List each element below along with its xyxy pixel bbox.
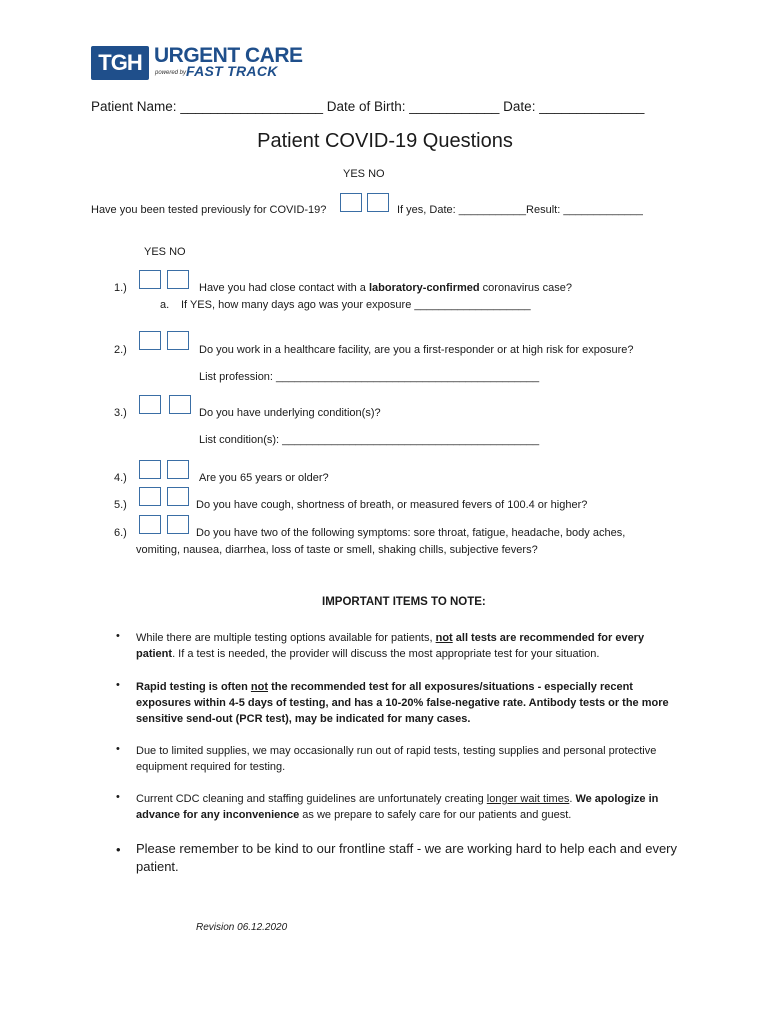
q1-yes-checkbox[interactable]: [139, 270, 161, 289]
date-label: Date:: [503, 99, 536, 114]
question-4-text: Are you 65 years or older?: [199, 472, 329, 484]
question-5-text: Do you have cough, shortness of breath, or measured fevers of 100.4 or higher?: [196, 499, 588, 511]
page-title: Patient COVID-19 Questions: [257, 130, 513, 152]
bullet-1-marker: •: [116, 630, 120, 642]
tgh-logo-badge: TGH: [91, 46, 149, 80]
logo-subtitle: FAST TRACK: [186, 63, 278, 79]
q2-no-checkbox[interactable]: [167, 331, 189, 350]
question-6-text: Do you have two of the following symptoms: sore throat, fatigue, headache, body aches,: [196, 527, 626, 539]
q2-yes-checkbox[interactable]: [139, 331, 161, 350]
q4-yes-checkbox[interactable]: [139, 460, 161, 479]
question-3-number: 3.): [114, 407, 127, 419]
revision-footer: Revision 06.12.2020: [196, 922, 288, 933]
question-1-number: 1.): [114, 282, 127, 294]
question-1-sub-text[interactable]: If YES, how many days ago was your exposure ___________________: [181, 299, 531, 311]
q5-yes-checkbox[interactable]: [139, 487, 161, 506]
tested-yes-checkbox[interactable]: [340, 193, 362, 212]
important-item-1: While there are multiple testing options available for patients, not all tests are recommended for every patient. If a test is needed, the provider will discuss the most appropriate test for your situation.: [136, 632, 645, 660]
yes-no-header-top: YES NO: [343, 168, 385, 180]
question-1-sub-label: a.: [160, 299, 170, 311]
important-item-5: Please remember to be kind to our frontline staff - we are working hard to help each and every patient.: [136, 841, 677, 874]
dob-field[interactable]: ____________: [409, 99, 500, 114]
question-4-number: 4.): [114, 472, 127, 484]
q6-yes-checkbox[interactable]: [139, 515, 161, 534]
question-6-text-continued: vomiting, nausea, diarrhea, loss of taste or smell, shaking chills, subjective fevers?: [136, 544, 538, 556]
question-2-number: 2.): [114, 344, 127, 356]
question-2-sub-text[interactable]: List profession: ___________________________________________: [199, 371, 540, 383]
q4-no-checkbox[interactable]: [167, 460, 189, 479]
bullet-5-marker: •: [116, 842, 121, 857]
q5-no-checkbox[interactable]: [167, 487, 189, 506]
question-6-number: 6.): [114, 527, 127, 539]
tested-no-checkbox[interactable]: [367, 193, 389, 212]
q3-no-checkbox[interactable]: [169, 395, 191, 414]
question-5-number: 5.): [114, 499, 127, 511]
patient-info-line: [91, 99, 644, 114]
important-item-2: Rapid testing is often not the recommended test for all exposures/situations - especially recent exposures within 4-5 days of testing, and has a 10-20% false-negative rate. Antibody tests or the more sensitive send-out (PCR test), may be indicated for many cases.: [136, 681, 669, 725]
question-1-text: Have you had close contact with a laboratory-confirmed coronavirus case?: [199, 282, 572, 294]
question-3-text: Do you have underlying condition(s)?: [199, 407, 381, 419]
patient-name-field[interactable]: ___________________: [180, 99, 323, 114]
bullet-2-marker: •: [116, 679, 120, 691]
q6-no-checkbox[interactable]: [167, 515, 189, 534]
q1-no-checkbox[interactable]: [167, 270, 189, 289]
yes-no-header-list: YES NO: [144, 246, 186, 258]
logo-title: URGENT CARE: [154, 44, 303, 67]
bullet-3-marker: •: [116, 743, 120, 755]
important-item-3: Due to limited supplies, we may occasionally run out of rapid tests, testing supplies and personal protective equipment required for testing.: [136, 745, 657, 773]
patient-name-label: Patient Name:: [91, 99, 177, 114]
question-2-text: Do you work in a healthcare facility, are you a first-responder or at high risk for exposure?: [199, 344, 634, 356]
date-field[interactable]: ______________: [539, 99, 645, 114]
tested-question: Have you been tested previously for COVID-19?: [91, 204, 327, 216]
important-item-4: Current CDC cleaning and staffing guidelines are unfortunately creating longer wait times. We apologize in advance for any inconvenience as we prepare to safely care for our patients and guest.: [136, 793, 659, 821]
tested-if-yes-line[interactable]: If yes, Date: ___________Result: _____________: [397, 204, 643, 216]
q3-yes-checkbox[interactable]: [139, 395, 161, 414]
important-heading: IMPORTANT ITEMS TO NOTE:: [322, 596, 486, 608]
logo-powered-by: powered by: [155, 70, 187, 76]
dob-label: Date of Birth:: [326, 99, 406, 114]
question-3-sub-text[interactable]: List condition(s): __________________________________________: [199, 434, 540, 446]
bullet-4-marker: •: [116, 791, 120, 803]
